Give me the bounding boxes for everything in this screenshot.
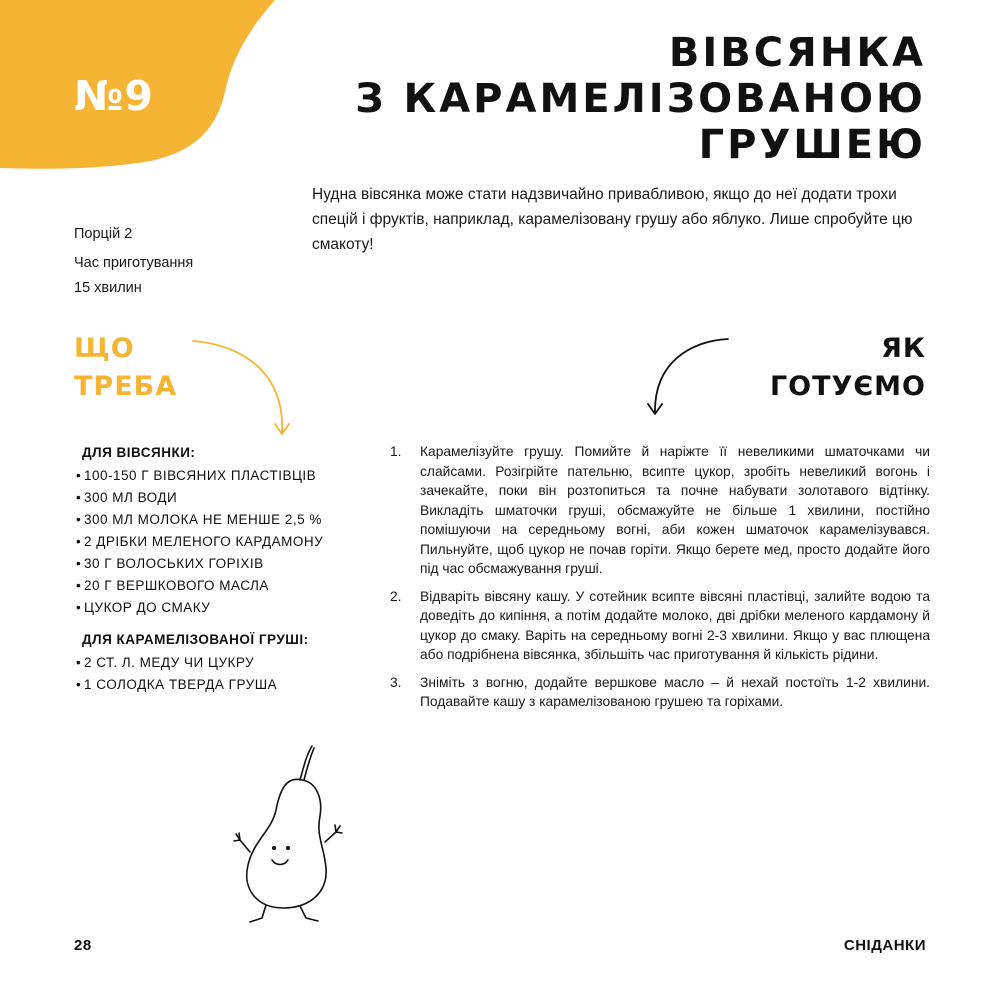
ingredients-heading-line-2: ТРЕБА — [74, 371, 178, 402]
cooking-time-value: 15 хвилин — [74, 280, 142, 296]
ingredients-list — [76, 442, 366, 696]
page-number: 28 — [74, 937, 92, 954]
step-number: 1. — [390, 444, 402, 459]
oatmeal-ingredients-heading: ДЛЯ ВІВСЯНКИ: — [82, 445, 196, 460]
step-text: Карамелізуйте грушу. Помийте й наріжте її невеликими шматочками чи слайсами. Розігрійте пательню, всипте цукор, зробіть невеликий вогонь і зачекайте, поки він розтопиться та почне набувати золотавого відтінку. Викладіть шматочки груші, обсмажуйте не більше 1 хвилини, постійно помішуючи на середньому вогні, аби кожен шматочок карамелізувався. Пильнуйте, щоб цукор не почав горіти. Якщо берете мед, просто додайте його під час обсмажування груші. — [420, 444, 930, 576]
ingredient-item: • 1 СОЛОДКА ТВЕРДА ГРУША — [76, 674, 366, 696]
recipe-title — [286, 30, 926, 168]
ingredient-item: • 30 Г ВОЛОСЬКИХ ГОРІХІВ — [76, 553, 366, 575]
ingredient-item: • 300 МЛ ВОДИ — [76, 487, 366, 509]
ingredient-item: • 300 МЛ МОЛОКА НЕ МЕНШЕ 2,5 % — [76, 509, 366, 531]
method-step — [390, 587, 930, 665]
pear-ingredients — [76, 652, 366, 696]
ingredient-item: • 2 СТ. Л. МЕДУ ЧИ ЦУКРУ — [76, 652, 366, 674]
pear-character-illustration — [228, 740, 358, 930]
recipe-meta — [74, 222, 274, 301]
method-step — [390, 442, 930, 579]
method-heading-line-1: ЯК — [881, 333, 926, 364]
ingredient-item: • 20 Г ВЕРШКОВОГО МАСЛА — [76, 575, 366, 597]
curved-arrow-icon-black — [640, 333, 735, 423]
method-heading-line-2: ГОТУЄМО — [769, 371, 926, 402]
servings: Порцій 2 — [74, 226, 133, 242]
intro-text: Нудна вівсянка може стати надзвичайно привабливою, якщо до неї додати трохи спецій і фруктів, наприклад, карамелізовану грушу або яблуко. Лише спробуйте цю смакоту! — [312, 186, 913, 253]
ingredients-heading-line-1: ЩО — [74, 333, 135, 364]
step-number: 2. — [390, 588, 402, 604]
method-heading — [770, 330, 926, 406]
ingredient-item: • 2 ДРІБКИ МЕЛЕНОГО КАРДАМОНУ — [76, 531, 366, 553]
method-step — [390, 673, 930, 712]
cooking-time-label: Час приготування — [74, 255, 194, 271]
section-name: СНІДАНКИ — [843, 937, 926, 954]
oatmeal-ingredients — [76, 465, 366, 619]
ingredient-item: • 100-150 Г ВІВСЯНИХ ПЛАСТІВЦІВ — [76, 465, 366, 487]
step-number: 3. — [390, 674, 402, 690]
method-steps — [390, 442, 930, 720]
title-line-2: З КАРАМЕЛІЗОВАНОЮ — [355, 76, 926, 122]
step-text: Відваріть вівсяну кашу. У сотейник всипте вівсяні пластівці, залийте водою та доведіть до кипіння, а потім додайте молоко, дві дрібки меленого кардамону й цукор до смаку. Варіть на середньому вогні 2-3 хвилини. Якщо у вас плющена або подрібнена вівсянка, збільшіть час приготування й кількість рідини. — [420, 588, 930, 662]
ingredients-heading — [74, 330, 177, 406]
step-text: Зніміть з вогню, додайте вершкове масло – й нехай постоїть 1-2 хвилини. Подавайте кашу з карамелізованою грушею та горіхами. — [420, 674, 930, 709]
recipe-number: №9 — [74, 72, 154, 120]
ingredient-item: • ЦУКОР ДО СМАКУ — [76, 597, 366, 619]
title-line-3: ГРУШЕЮ — [698, 122, 926, 168]
pear-ingredients-heading: ДЛЯ КАРАМЕЛІЗОВАНОЇ ГРУШІ: — [82, 632, 309, 647]
title-line-1: ВІВСЯНКА — [668, 30, 926, 76]
curved-arrow-icon-yellow — [185, 335, 300, 445]
